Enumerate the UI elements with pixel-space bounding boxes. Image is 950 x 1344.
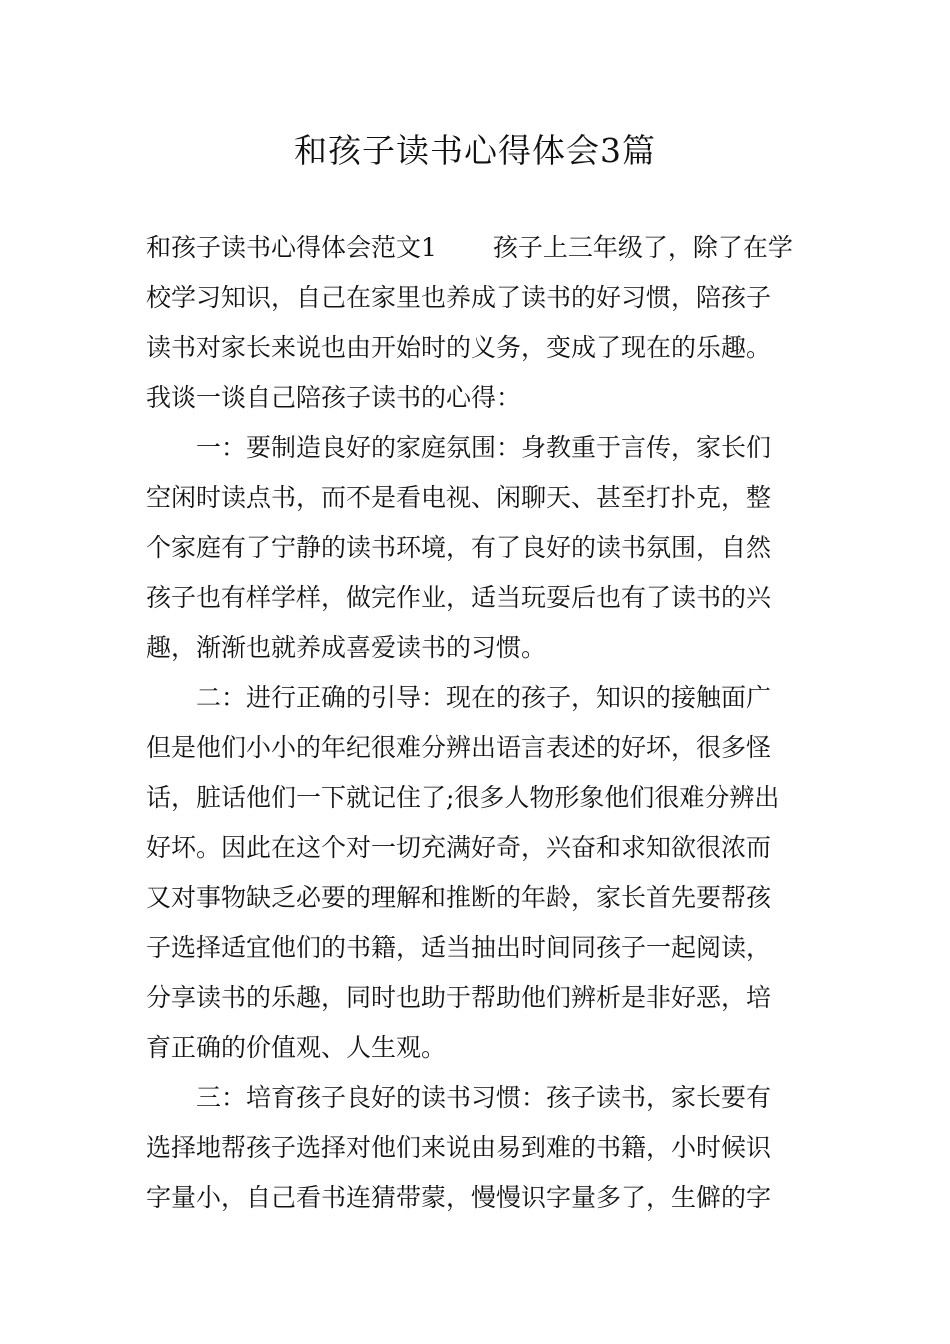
paragraph-line: 空闲时读点书，而不是看电视、闲聊天、甚至打扑克，整	[146, 483, 772, 512]
paragraph-line: 三：培育孩子良好的读书习惯：孩子读书，家长要有	[196, 1083, 772, 1112]
paragraph-line: 校学习知识，自己在家里也养成了读书的好习惯，陪孩子	[146, 283, 772, 312]
paragraph-line: 又对事物缺乏必要的理解和推断的年龄，家长首先要帮孩	[146, 883, 772, 912]
paragraph-line: 趣，渐渐也就养成喜爱读书的习惯。	[146, 633, 547, 662]
paragraph-line: 孩子也有样学样，做完作业，适当玩耍后也有了读书的兴	[146, 583, 772, 612]
document-title: 和孩子读书心得体会3篇	[294, 131, 656, 170]
paragraph-line: 我谈一谈自己陪孩子读书的心得：	[146, 383, 522, 412]
paragraph-line: 育正确的价值观、人生观。	[146, 1033, 447, 1062]
section-heading: 和孩子读书心得体会范文1	[146, 233, 437, 262]
paragraph-line: 话，脏话他们一下就记住了;很多人物形象他们很难分辨出	[146, 783, 780, 812]
paragraph-line	[146, 230, 793, 266]
paragraph-text: 孩子上三年级了，除了在学	[492, 233, 793, 262]
paragraph-line: 但是他们小小的年纪很难分辨出语言表述的好坏，很多怪	[146, 733, 772, 762]
paragraph-line: 好坏。因此在这个对一切充满好奇，兴奋和求知欲很浓而	[146, 833, 772, 862]
paragraph-line: 二：进行正确的引导：现在的孩子，知识的接触面广	[196, 683, 772, 712]
paragraph-line: 一：要制造良好的家庭氛围：身教重于言传，家长们	[196, 433, 772, 462]
paragraph-line: 字量小，自己看书连猜带蒙，慢慢识字量多了，生僻的字	[146, 1183, 772, 1212]
paragraph-line: 子选择适宜他们的书籍，适当抽出时间同孩子一起阅读，	[146, 933, 772, 962]
paragraph-line: 读书对家长来说也由开始时的义务，变成了现在的乐趣。	[146, 333, 772, 362]
paragraph-line: 选择地帮孩子选择对他们来说由易到难的书籍，小时候识	[146, 1133, 772, 1162]
paragraph-line: 个家庭有了宁静的读书环境，有了良好的读书氛围，自然	[146, 533, 772, 562]
paragraph-line: 分享读书的乐趣，同时也助于帮助他们辨析是非好恶，培	[146, 983, 772, 1012]
